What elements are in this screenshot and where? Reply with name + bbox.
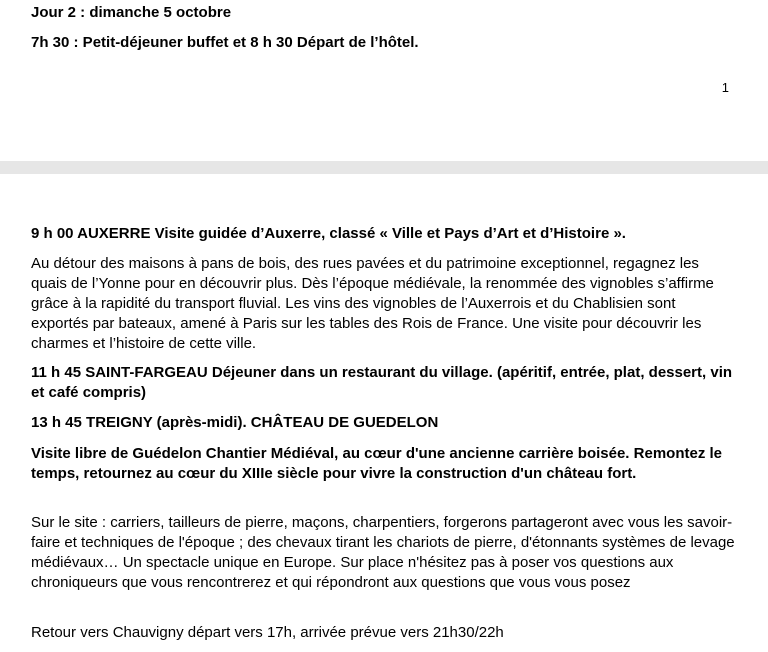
- treigny-heading: 13 h 45 TREIGNY (après-midi). CHÂTEAU DE GUEDELON: [31, 414, 439, 431]
- guedelon-description: Sur le site : carriers, tailleurs de pierre, maçons, charpentiers, forgerons partageront avec vous les savoir-faire et techniques de l'époque ; des chevaux tirant les chariots de pierre, d'étonnants systèmes de levage médiévaux… Un spectacle unique en Europe. Sur place n'hésitez pas à poser vos questions aux chroniqueurs que vous rencontrerez et qui répondront aux questions que vous vous posez: [31, 514, 735, 591]
- return-line: Retour vers Chauvigny départ vers 17h, arrivée prévue vers 21h30/22h: [31, 624, 504, 641]
- day-heading: Jour 2 : dimanche 5 octobre: [31, 4, 232, 21]
- breakfast-departure-line: 7h 30 : Petit-déjeuner buffet et 8 h 30 Départ de l’hôtel.: [31, 34, 419, 51]
- page-number: 1: [721, 80, 729, 95]
- page-separator: [0, 161, 768, 174]
- auxerre-heading: 9 h 00 AUXERRE Visite guidée d’Auxerre, classé « Ville et Pays d’Art et d’Histoire ».: [31, 225, 626, 242]
- document-page-2: [0, 174, 768, 652]
- guedelon-intro: Visite libre de Guédelon Chantier Médiéval, au cœur d'une ancienne carrière boisée. Remontez le temps, retournez au cœur du XIIIe siècle pour vivre la construction d'un château fort.: [31, 445, 722, 482]
- lunch-heading: 11 h 45 SAINT-FARGEAU Déjeuner dans un restaurant du village. (apéritif, entrée, plat, dessert, vin et café compris): [31, 364, 733, 401]
- auxerre-description: Au détour des maisons à pans de bois, des rues pavées et du patrimoine exceptionnel, regagnez les quais de l’Yonne pour en découvrir plus. Dès l’époque médiévale, la renommée des vignobles s’affirme grâce à la rapidité du transport fluvial. Les vins des vignobles de l’Auxerrois et du Chablisien sont exportés par bateaux, amené à Paris sur les tables des Rois de France. Une visite pour découvrir les charmes et l’histoire de cette ville.: [31, 255, 714, 352]
- document-page-1: [0, 0, 768, 161]
